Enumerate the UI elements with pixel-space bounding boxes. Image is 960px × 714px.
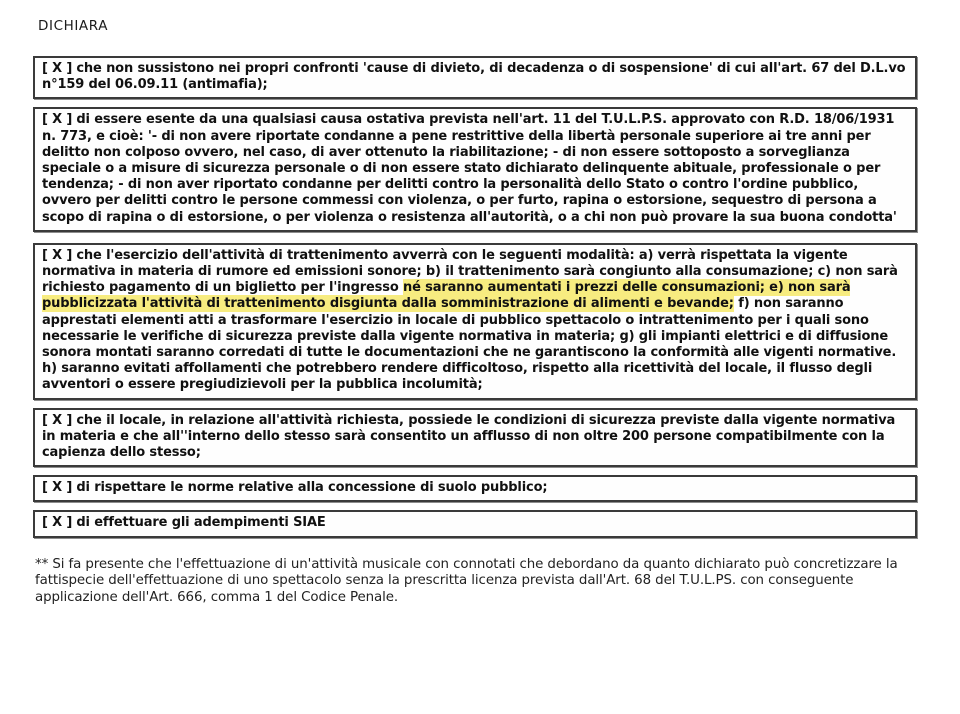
declaration-text <box>42 515 908 531</box>
declaration-box-siae <box>33 510 917 537</box>
checkbox-marker: [ X ] <box>42 61 73 76</box>
declaration-text <box>42 112 908 225</box>
document-heading: DICHIARA <box>38 18 109 34</box>
declaration-text <box>42 480 908 496</box>
declaration-text <box>42 248 908 394</box>
checkbox-marker: [ X ] <box>42 112 73 128</box>
checkbox-marker: [ X ] <box>42 480 73 496</box>
declaration-body: di effettuare gli adempimenti SIAE <box>76 515 326 531</box>
highlighted-text: né saranno aumentati i prezzi delle consumazioni; e) non sarà pubblicizzata l'attività di trattenimento disgiunta dalla somministrazione di alimenti e bevande; <box>42 280 851 312</box>
declaration-body: che non sussistono nei propri confronti 'cause di divieto, di decadenza o di sospensione' di cui all'art. 67 del D.L.vo n°159 del 06.09.11 (antimafia); <box>42 61 906 93</box>
declaration-body: che il locale, in relazione all'attività richiesta, possiede le condizioni di sicurezza previste dalla vigente normativa in materia e che all''interno dello stesso sarà consentito un afflusso di non oltre 200 persone compatibilmente con la capienza dello stesso; <box>42 412 896 461</box>
checkbox-marker: [ X ] <box>42 515 73 531</box>
declaration-body-post: f) non saranno apprestati elementi atti a trasformare l'esercizio in locale di pubblico spettacolo o intrattenimento per i quali sono necessarie le verifiche di sicurezza previste dalla vigente normativa in materia; g) gli impianti elettrici e di diffusione sonora montati saranno corredati di tutte le documentazioni che ne garantiscono la conformità alle vigenti normative. h) saranno evitati affollamenti che potrebbero rendere difficoltoso, rispetto alla ricettività del locale, il flusso degli avventori o essere pregiudizievoli per la pubblica incolumità; <box>42 296 897 393</box>
declaration-text <box>42 61 908 93</box>
declaration-body: di essere esente da una qualsiasi causa ostativa prevista nell'art. 11 del T.U.L.P.S. approvato con R.D. 18/06/1931 n. 773, e cioè: '- di non avere riportate condanne a pene restrittive della libertà personale superiore ai tre anni per delitto non colposo ovvero, nel caso, di aver ottenuto la riabilitazione; - di non essere sottoposto a sorveglianza speciale o a misure di sicurezza personale o di non essere stato dichiarato delinquente abituale, professionale o per tendenza; - di non aver riportato condanne per delitti contro la personalità dello Stato o contro l'ordine pubblico, ovvero per delitti contro le persone commessi con violenza, o per furto, rapina o estorsione, sequestro di persona a scopo di rapina o di estorsione, o per violenza o resistenza all'autorità, o a chi non può provare la sua buona condotta' <box>42 112 897 225</box>
footnote-text: ** Si fa presente che l'effettuazione di un'attività musicale con connotati che debordano da quanto dichiarato può concretizzare la fattispecie dell'effettuazione di uno spettacolo senza la prescritta licenza prevista dall'Art. 68 del T.U.L.PS. con conseguente applicazione dell'Art. 666, comma 1 del Codice Penale. <box>35 556 898 605</box>
declaration-body: di rispettare le norme relative alla concessione di suolo pubblico; <box>76 480 548 496</box>
checkbox-marker: [ X ] <box>42 412 73 428</box>
checkbox-marker: [ X ] <box>42 247 73 263</box>
declaration-box-antimafia <box>33 56 917 99</box>
declaration-body-pre: che l'esercizio dell'attività di trattenimento avverrà con le seguenti modalità: a) verrà rispettata la vigente normativa in materia di rumore ed emissioni sonore; b) il trattenimento sarà congiunto alla consumazione; c) non sarà richiesto pagamento di un biglietto per l'ingresso <box>42 247 898 296</box>
declaration-box-suolo-pubblico <box>33 475 917 502</box>
declaration-box-modalita <box>33 243 917 400</box>
declaration-box-sicurezza-locale <box>33 408 917 468</box>
declaration-box-tulps <box>33 107 917 231</box>
declaration-text <box>42 413 908 462</box>
